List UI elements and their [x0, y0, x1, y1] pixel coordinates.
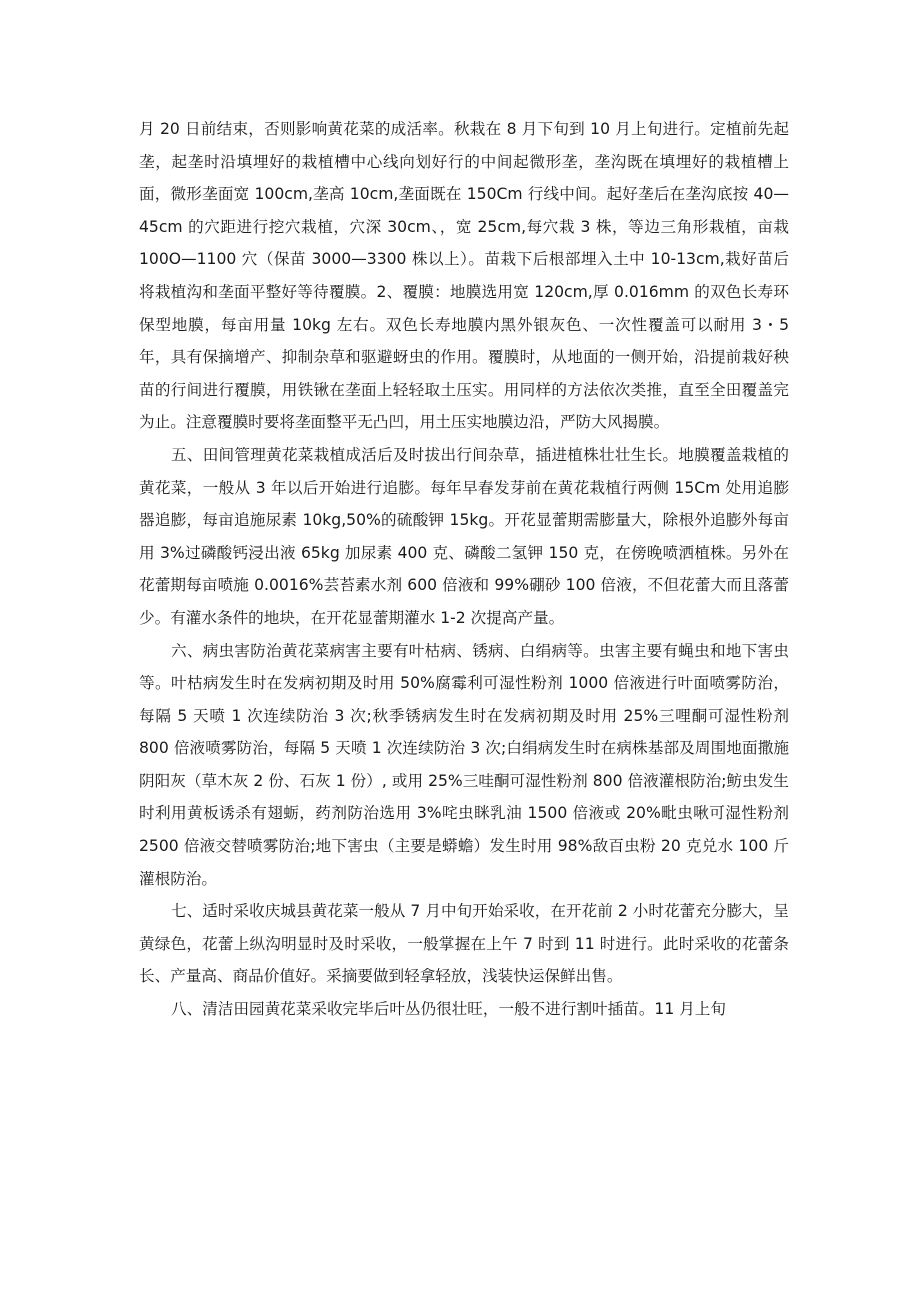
paragraph-pest-control: 六、病虫害防治黄花菜病害主要有叶枯病、锈病、白绢病等。虫害主要有蝇虫和地下害虫等。叶枯病发生时在发病初期及时用 50%腐霉利可湿性粉剂 1000 倍液进行叶面喷雾防治，每隔 5 天喷 1 次连续防治 3 次;秋季锈病发生时在发病初期及时用 25%三哩酮可湿性粉剂 800 倍液喷雾防治，每隔 5 天喷 1 次连续防治 3 次;白绢病发生时在病株基部及周围地面撒施阴阳灰（草木灰 2 份、石灰 1 份）, 或用 25%三哇酮可湿性粉剂 800 倍液灌根防治;鲂虫发生时利用黄板诱杀有翅蛎，药剂防治选用 3%咤虫眯乳油 1500 倍液或 20%毗虫啾可湿性粉剂 2500 倍液交替喷雾防治;地下害虫（主要是蟒蟾）发生时用 98%敌百虫粉 20 克兑水 100 斤灌根防治。: [139, 641, 789, 888]
paragraph-planting-and-film: 月 20 日前结束，否则影响黄花菜的成活率。秋栽在 8 月下旬到 10 月上旬进行。定植前先起垄，起垄时沿填埋好的栽植槽中心线向划好行的中间起微形垄，垄沟既在填埋好的栽植槽上面，微形垄面宽 100cm,垄高 10cm,垄面既在 150Cm 行线中间。起好垄后在垄沟底按 40—45cm 的穴距进行挖穴栽植，穴深 30cm、，宽 25cm,每穴栽 3 株，等边三角形栽植，亩栽 100O—1100 穴（保苗 3000—3300 株以上）。苗栽下后根部埋入土中 10-13cm,栽好苗后将栽植沟和垄面平整好等待覆膜。2、覆膜：地膜选用宽 120cm,厚 0.016mm 的双色长寿环保型地膜，每亩用量 10kg 左右。双色长寿地膜内黑外银灰色、一次性覆盖可以耐用 3・5 年，具有保摘增产、抑制杂草和驱避蚜虫的作用。覆膜时，从地面的一侧开始，沿提前栽好秧苗的行间进行覆膜，用铁锹在垄面上轻轻取土压实。用同样的方法依次类推，直至全田覆盖完为止。注意覆膜时要将垄面整平无凸凹，用土压实地膜边沿，严防大风揭膜。: [139, 120, 789, 432]
document-body: [139, 113, 789, 1026]
paragraph-harvest: 七、适时采收庆城县黄花菜一般从 7 月中旬开始采收，在开花前 2 小时花蕾充分膨大，呈黄绿色，花蕾上纵沟明显时及时采收，一般掌握在上午 7 时到 11 时进行。此时采收的花蕾条长、产量高、商品价值好。采摘要做到轻拿轻放，浅装快运保鲜出售。: [139, 902, 789, 986]
paragraph-field-management: 五、田间管理黄花菜栽植成活后及时拔出行间杂草，插进植株壮壮生长。地膜覆盖栽植的黄花菜，一般从 3 年以后开始进行追膨。每年早春发芽前在黄花栽植行两侧 15Cm 处用追膨器追膨，每亩追施尿素 10kg,50%的硫酸钾 15kg。开花显蕾期需膨量大，除根外追膨外每亩用 3%过磷酸钙浸出液 65kg 加尿素 400 克、磷酸二氢钾 150 克，在傍晚喷洒植株。另外在花蕾期每亩喷施 0.0016%芸苔素水剂 600 倍液和 99%硼砂 100 倍液，不但花蕾大而且落蕾少。有灌水条件的地块，在开花显蕾期灌水 1-2 次提高产量。: [139, 445, 789, 627]
paragraph-field-cleaning: 八、清洁田园黄花菜采收完毕后叶丛仍很壮旺，一般不进行割叶插苗。11 月上旬: [171, 1000, 726, 1019]
